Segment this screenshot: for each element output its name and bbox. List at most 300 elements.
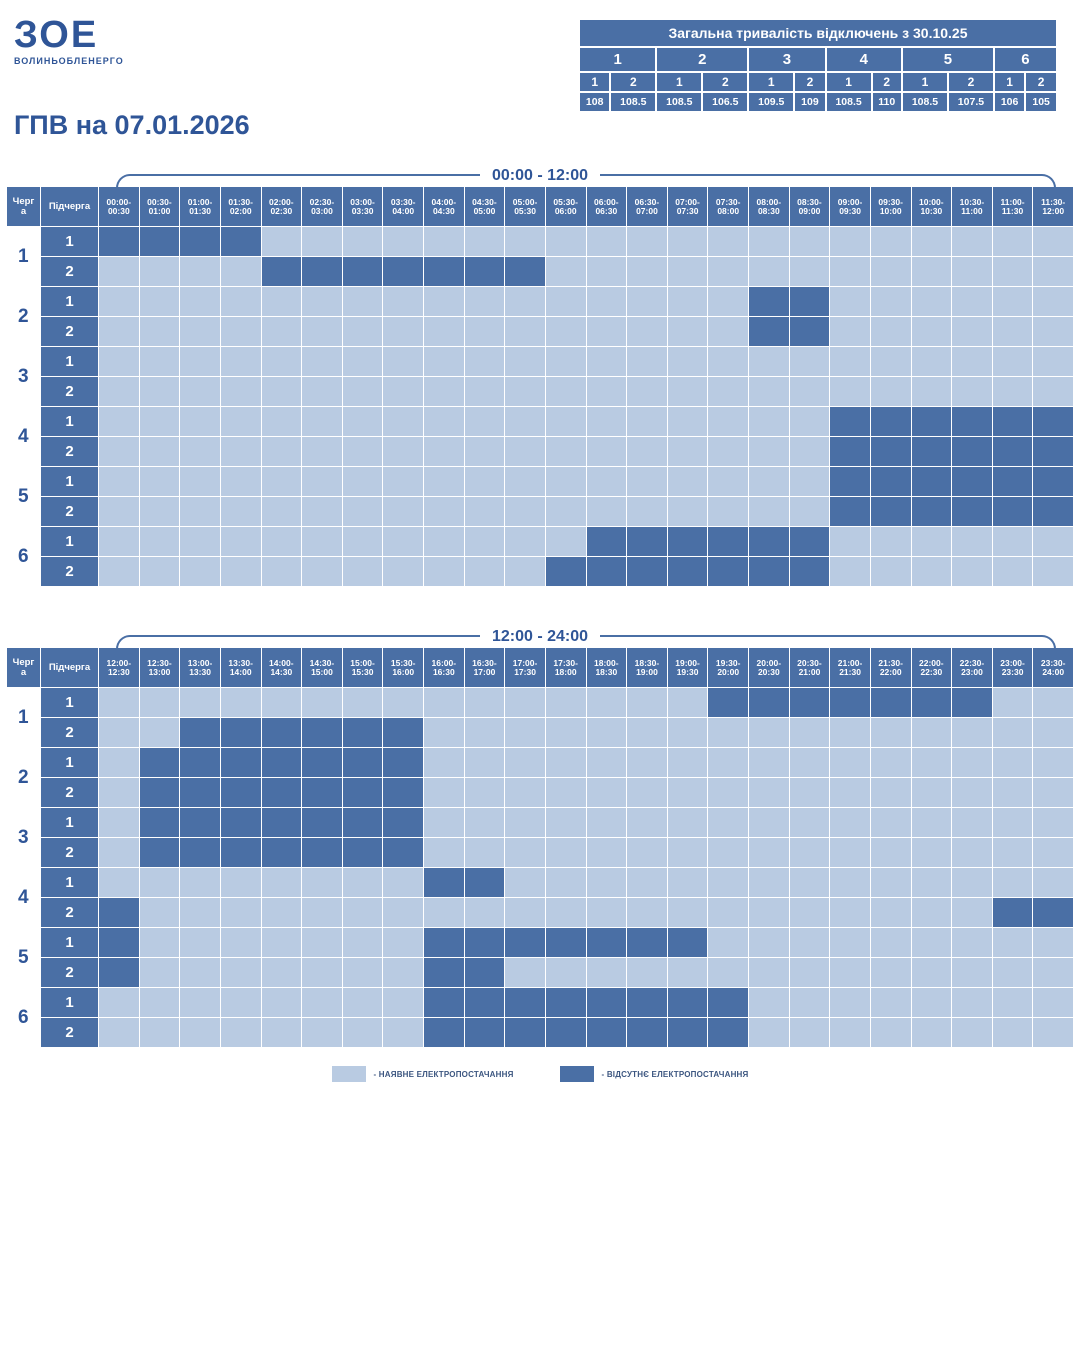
schedule-cell[interactable] (302, 287, 343, 317)
schedule-cell[interactable] (302, 928, 343, 958)
schedule-cell[interactable] (627, 557, 668, 587)
schedule-cell[interactable] (505, 838, 546, 868)
schedule-cell[interactable] (952, 317, 993, 347)
schedule-cell[interactable] (667, 928, 708, 958)
schedule-cell[interactable] (261, 257, 302, 287)
schedule-cell[interactable] (424, 988, 465, 1018)
schedule-cell[interactable] (952, 868, 993, 898)
schedule-cell[interactable] (464, 317, 505, 347)
schedule-cell[interactable] (870, 257, 911, 287)
schedule-cell[interactable] (302, 347, 343, 377)
schedule-cell[interactable] (708, 437, 749, 467)
schedule-cell[interactable] (261, 527, 302, 557)
schedule-cell[interactable] (220, 778, 261, 808)
schedule-cell[interactable] (1033, 257, 1074, 287)
schedule-cell[interactable] (1033, 527, 1074, 557)
schedule-cell[interactable] (220, 1018, 261, 1048)
schedule-cell[interactable] (749, 1018, 790, 1048)
schedule-cell[interactable] (627, 988, 668, 1018)
schedule-cell[interactable] (302, 808, 343, 838)
schedule-cell[interactable] (667, 317, 708, 347)
schedule-cell[interactable] (302, 527, 343, 557)
schedule-cell[interactable] (627, 868, 668, 898)
schedule-cell[interactable] (545, 898, 586, 928)
schedule-cell[interactable] (505, 808, 546, 838)
schedule-cell[interactable] (830, 778, 871, 808)
schedule-cell[interactable] (464, 988, 505, 1018)
schedule-cell[interactable] (139, 347, 180, 377)
schedule-cell[interactable] (383, 898, 424, 928)
schedule-cell[interactable] (708, 257, 749, 287)
schedule-cell[interactable] (911, 317, 952, 347)
schedule-cell[interactable] (99, 928, 140, 958)
schedule-cell[interactable] (667, 718, 708, 748)
schedule-cell[interactable] (220, 287, 261, 317)
schedule-cell[interactable] (424, 377, 465, 407)
schedule-cell[interactable] (667, 988, 708, 1018)
schedule-cell[interactable] (342, 407, 383, 437)
schedule-cell[interactable] (139, 898, 180, 928)
schedule-cell[interactable] (342, 808, 383, 838)
schedule-cell[interactable] (383, 718, 424, 748)
schedule-cell[interactable] (180, 377, 221, 407)
schedule-cell[interactable] (870, 377, 911, 407)
schedule-cell[interactable] (952, 838, 993, 868)
schedule-cell[interactable] (220, 527, 261, 557)
schedule-cell[interactable] (749, 958, 790, 988)
schedule-cell[interactable] (749, 527, 790, 557)
schedule-cell[interactable] (708, 227, 749, 257)
schedule-cell[interactable] (749, 808, 790, 838)
schedule-cell[interactable] (870, 557, 911, 587)
schedule-cell[interactable] (180, 437, 221, 467)
schedule-cell[interactable] (424, 347, 465, 377)
schedule-cell[interactable] (139, 497, 180, 527)
schedule-cell[interactable] (505, 557, 546, 587)
schedule-cell[interactable] (342, 778, 383, 808)
schedule-cell[interactable] (749, 688, 790, 718)
schedule-cell[interactable] (545, 527, 586, 557)
schedule-cell[interactable] (464, 437, 505, 467)
schedule-cell[interactable] (627, 377, 668, 407)
schedule-cell[interactable] (505, 317, 546, 347)
schedule-cell[interactable] (261, 958, 302, 988)
schedule-cell[interactable] (220, 928, 261, 958)
schedule-cell[interactable] (424, 407, 465, 437)
schedule-cell[interactable] (586, 437, 627, 467)
schedule-cell[interactable] (870, 497, 911, 527)
schedule-cell[interactable] (545, 317, 586, 347)
schedule-cell[interactable] (139, 808, 180, 838)
schedule-cell[interactable] (139, 838, 180, 868)
schedule-cell[interactable] (586, 748, 627, 778)
schedule-cell[interactable] (261, 497, 302, 527)
schedule-cell[interactable] (1033, 557, 1074, 587)
schedule-cell[interactable] (302, 988, 343, 1018)
schedule-cell[interactable] (627, 928, 668, 958)
schedule-cell[interactable] (586, 287, 627, 317)
schedule-cell[interactable] (789, 868, 830, 898)
schedule-cell[interactable] (911, 928, 952, 958)
schedule-cell[interactable] (302, 688, 343, 718)
schedule-cell[interactable] (261, 718, 302, 748)
schedule-cell[interactable] (708, 718, 749, 748)
schedule-cell[interactable] (424, 287, 465, 317)
schedule-cell[interactable] (220, 988, 261, 1018)
schedule-cell[interactable] (789, 377, 830, 407)
schedule-cell[interactable] (302, 838, 343, 868)
schedule-cell[interactable] (464, 377, 505, 407)
schedule-cell[interactable] (911, 718, 952, 748)
schedule-cell[interactable] (952, 1018, 993, 1048)
schedule-cell[interactable] (627, 347, 668, 377)
schedule-cell[interactable] (424, 838, 465, 868)
schedule-cell[interactable] (992, 718, 1033, 748)
schedule-cell[interactable] (505, 287, 546, 317)
schedule-cell[interactable] (261, 928, 302, 958)
schedule-cell[interactable] (586, 377, 627, 407)
schedule-cell[interactable] (505, 898, 546, 928)
schedule-cell[interactable] (302, 467, 343, 497)
schedule-cell[interactable] (789, 958, 830, 988)
schedule-cell[interactable] (952, 748, 993, 778)
schedule-cell[interactable] (667, 227, 708, 257)
schedule-cell[interactable] (992, 1018, 1033, 1048)
schedule-cell[interactable] (342, 557, 383, 587)
schedule-cell[interactable] (708, 838, 749, 868)
schedule-cell[interactable] (708, 808, 749, 838)
schedule-cell[interactable] (99, 317, 140, 347)
schedule-cell[interactable] (180, 467, 221, 497)
schedule-cell[interactable] (342, 257, 383, 287)
schedule-cell[interactable] (302, 718, 343, 748)
schedule-cell[interactable] (789, 988, 830, 1018)
schedule-cell[interactable] (180, 317, 221, 347)
schedule-cell[interactable] (99, 988, 140, 1018)
schedule-cell[interactable] (424, 227, 465, 257)
schedule-cell[interactable] (667, 377, 708, 407)
schedule-cell[interactable] (992, 317, 1033, 347)
schedule-cell[interactable] (952, 227, 993, 257)
schedule-cell[interactable] (220, 557, 261, 587)
schedule-cell[interactable] (180, 958, 221, 988)
schedule-cell[interactable] (424, 527, 465, 557)
schedule-cell[interactable] (586, 497, 627, 527)
schedule-cell[interactable] (627, 838, 668, 868)
schedule-cell[interactable] (667, 748, 708, 778)
schedule-cell[interactable] (220, 718, 261, 748)
schedule-cell[interactable] (586, 688, 627, 718)
schedule-cell[interactable] (383, 748, 424, 778)
schedule-cell[interactable] (545, 988, 586, 1018)
schedule-cell[interactable] (992, 838, 1033, 868)
schedule-cell[interactable] (870, 718, 911, 748)
schedule-cell[interactable] (789, 808, 830, 838)
schedule-cell[interactable] (708, 868, 749, 898)
schedule-cell[interactable] (992, 257, 1033, 287)
schedule-cell[interactable] (911, 347, 952, 377)
schedule-cell[interactable] (830, 1018, 871, 1048)
schedule-cell[interactable] (627, 808, 668, 838)
schedule-cell[interactable] (424, 868, 465, 898)
schedule-cell[interactable] (342, 287, 383, 317)
schedule-cell[interactable] (464, 898, 505, 928)
schedule-cell[interactable] (342, 347, 383, 377)
schedule-cell[interactable] (708, 347, 749, 377)
schedule-cell[interactable] (383, 808, 424, 838)
schedule-cell[interactable] (424, 778, 465, 808)
schedule-cell[interactable] (667, 557, 708, 587)
schedule-cell[interactable] (789, 437, 830, 467)
schedule-cell[interactable] (627, 287, 668, 317)
schedule-cell[interactable] (992, 868, 1033, 898)
schedule-cell[interactable] (830, 317, 871, 347)
schedule-cell[interactable] (749, 868, 790, 898)
schedule-cell[interactable] (99, 1018, 140, 1048)
schedule-cell[interactable] (586, 898, 627, 928)
schedule-cell[interactable] (911, 257, 952, 287)
schedule-cell[interactable] (545, 718, 586, 748)
schedule-cell[interactable] (464, 227, 505, 257)
schedule-cell[interactable] (180, 1018, 221, 1048)
schedule-cell[interactable] (830, 808, 871, 838)
schedule-cell[interactable] (992, 988, 1033, 1018)
schedule-cell[interactable] (830, 227, 871, 257)
schedule-cell[interactable] (342, 928, 383, 958)
schedule-cell[interactable] (505, 527, 546, 557)
schedule-cell[interactable] (99, 688, 140, 718)
schedule-cell[interactable] (911, 377, 952, 407)
schedule-cell[interactable] (505, 407, 546, 437)
schedule-cell[interactable] (952, 497, 993, 527)
schedule-cell[interactable] (992, 778, 1033, 808)
schedule-cell[interactable] (464, 928, 505, 958)
schedule-cell[interactable] (789, 317, 830, 347)
schedule-cell[interactable] (261, 838, 302, 868)
schedule-cell[interactable] (99, 958, 140, 988)
schedule-cell[interactable] (383, 1018, 424, 1048)
schedule-cell[interactable] (789, 778, 830, 808)
schedule-cell[interactable] (342, 227, 383, 257)
schedule-cell[interactable] (586, 868, 627, 898)
schedule-cell[interactable] (830, 437, 871, 467)
schedule-cell[interactable] (139, 227, 180, 257)
schedule-cell[interactable] (180, 227, 221, 257)
schedule-cell[interactable] (749, 898, 790, 928)
schedule-cell[interactable] (99, 838, 140, 868)
schedule-cell[interactable] (220, 377, 261, 407)
schedule-cell[interactable] (180, 257, 221, 287)
schedule-cell[interactable] (302, 377, 343, 407)
schedule-cell[interactable] (545, 1018, 586, 1048)
schedule-cell[interactable] (708, 778, 749, 808)
schedule-cell[interactable] (139, 958, 180, 988)
schedule-cell[interactable] (952, 437, 993, 467)
schedule-cell[interactable] (627, 958, 668, 988)
schedule-cell[interactable] (342, 748, 383, 778)
schedule-cell[interactable] (749, 287, 790, 317)
schedule-cell[interactable] (992, 347, 1033, 377)
schedule-cell[interactable] (424, 467, 465, 497)
schedule-cell[interactable] (830, 688, 871, 718)
schedule-cell[interactable] (870, 748, 911, 778)
schedule-cell[interactable] (586, 557, 627, 587)
schedule-cell[interactable] (992, 437, 1033, 467)
schedule-cell[interactable] (180, 778, 221, 808)
schedule-cell[interactable] (302, 557, 343, 587)
schedule-cell[interactable] (627, 748, 668, 778)
schedule-cell[interactable] (383, 988, 424, 1018)
schedule-cell[interactable] (220, 748, 261, 778)
schedule-cell[interactable] (1033, 778, 1074, 808)
schedule-cell[interactable] (464, 808, 505, 838)
schedule-cell[interactable] (261, 347, 302, 377)
schedule-cell[interactable] (424, 718, 465, 748)
schedule-cell[interactable] (830, 958, 871, 988)
schedule-cell[interactable] (1033, 898, 1074, 928)
schedule-cell[interactable] (911, 988, 952, 1018)
schedule-cell[interactable] (830, 377, 871, 407)
schedule-cell[interactable] (1033, 467, 1074, 497)
schedule-cell[interactable] (505, 988, 546, 1018)
schedule-cell[interactable] (99, 257, 140, 287)
schedule-cell[interactable] (545, 257, 586, 287)
schedule-cell[interactable] (505, 688, 546, 718)
schedule-cell[interactable] (667, 257, 708, 287)
schedule-cell[interactable] (627, 257, 668, 287)
schedule-cell[interactable] (749, 928, 790, 958)
schedule-cell[interactable] (992, 688, 1033, 718)
schedule-cell[interactable] (749, 718, 790, 748)
schedule-cell[interactable] (139, 778, 180, 808)
schedule-cell[interactable] (830, 557, 871, 587)
schedule-cell[interactable] (830, 467, 871, 497)
schedule-cell[interactable] (545, 808, 586, 838)
schedule-cell[interactable] (749, 748, 790, 778)
schedule-cell[interactable] (1033, 287, 1074, 317)
schedule-cell[interactable] (139, 407, 180, 437)
schedule-cell[interactable] (220, 317, 261, 347)
schedule-cell[interactable] (545, 347, 586, 377)
schedule-cell[interactable] (464, 838, 505, 868)
schedule-cell[interactable] (749, 347, 790, 377)
schedule-cell[interactable] (586, 227, 627, 257)
schedule-cell[interactable] (464, 347, 505, 377)
schedule-cell[interactable] (789, 347, 830, 377)
schedule-cell[interactable] (952, 808, 993, 838)
schedule-cell[interactable] (749, 557, 790, 587)
schedule-cell[interactable] (992, 928, 1033, 958)
schedule-cell[interactable] (261, 778, 302, 808)
schedule-cell[interactable] (505, 227, 546, 257)
schedule-cell[interactable] (99, 467, 140, 497)
schedule-cell[interactable] (424, 808, 465, 838)
schedule-cell[interactable] (545, 778, 586, 808)
schedule-cell[interactable] (870, 688, 911, 718)
schedule-cell[interactable] (586, 407, 627, 437)
schedule-cell[interactable] (586, 1018, 627, 1048)
schedule-cell[interactable] (708, 527, 749, 557)
schedule-cell[interactable] (749, 497, 790, 527)
schedule-cell[interactable] (1033, 718, 1074, 748)
schedule-cell[interactable] (789, 287, 830, 317)
schedule-cell[interactable] (749, 988, 790, 1018)
schedule-cell[interactable] (830, 497, 871, 527)
schedule-cell[interactable] (708, 377, 749, 407)
schedule-cell[interactable] (139, 467, 180, 497)
schedule-cell[interactable] (505, 748, 546, 778)
schedule-cell[interactable] (789, 497, 830, 527)
schedule-cell[interactable] (667, 688, 708, 718)
schedule-cell[interactable] (424, 257, 465, 287)
schedule-cell[interactable] (342, 958, 383, 988)
schedule-cell[interactable] (911, 898, 952, 928)
schedule-cell[interactable] (749, 377, 790, 407)
schedule-cell[interactable] (708, 467, 749, 497)
schedule-cell[interactable] (789, 257, 830, 287)
schedule-cell[interactable] (302, 778, 343, 808)
schedule-cell[interactable] (830, 838, 871, 868)
schedule-cell[interactable] (992, 748, 1033, 778)
schedule-cell[interactable] (261, 688, 302, 718)
schedule-cell[interactable] (830, 868, 871, 898)
schedule-cell[interactable] (749, 838, 790, 868)
schedule-cell[interactable] (586, 808, 627, 838)
schedule-cell[interactable] (952, 467, 993, 497)
schedule-cell[interactable] (627, 437, 668, 467)
schedule-cell[interactable] (505, 377, 546, 407)
schedule-cell[interactable] (464, 778, 505, 808)
schedule-cell[interactable] (342, 718, 383, 748)
schedule-cell[interactable] (383, 928, 424, 958)
schedule-cell[interactable] (708, 317, 749, 347)
schedule-cell[interactable] (424, 557, 465, 587)
schedule-cell[interactable] (992, 527, 1033, 557)
schedule-cell[interactable] (99, 287, 140, 317)
schedule-cell[interactable] (708, 287, 749, 317)
schedule-cell[interactable] (545, 868, 586, 898)
schedule-cell[interactable] (424, 1018, 465, 1048)
schedule-cell[interactable] (911, 437, 952, 467)
schedule-cell[interactable] (545, 838, 586, 868)
schedule-cell[interactable] (424, 497, 465, 527)
schedule-cell[interactable] (1033, 227, 1074, 257)
schedule-cell[interactable] (139, 748, 180, 778)
schedule-cell[interactable] (261, 287, 302, 317)
schedule-cell[interactable] (586, 928, 627, 958)
schedule-cell[interactable] (464, 527, 505, 557)
schedule-cell[interactable] (464, 287, 505, 317)
schedule-cell[interactable] (261, 227, 302, 257)
schedule-cell[interactable] (952, 928, 993, 958)
schedule-cell[interactable] (627, 778, 668, 808)
schedule-cell[interactable] (667, 808, 708, 838)
schedule-cell[interactable] (1033, 808, 1074, 838)
schedule-cell[interactable] (708, 407, 749, 437)
schedule-cell[interactable] (545, 748, 586, 778)
schedule-cell[interactable] (464, 718, 505, 748)
schedule-cell[interactable] (302, 257, 343, 287)
schedule-cell[interactable] (992, 287, 1033, 317)
schedule-cell[interactable] (180, 557, 221, 587)
schedule-cell[interactable] (749, 778, 790, 808)
schedule-cell[interactable] (505, 868, 546, 898)
schedule-cell[interactable] (261, 1018, 302, 1048)
schedule-cell[interactable] (545, 377, 586, 407)
schedule-cell[interactable] (749, 257, 790, 287)
schedule-cell[interactable] (911, 748, 952, 778)
schedule-cell[interactable] (911, 778, 952, 808)
